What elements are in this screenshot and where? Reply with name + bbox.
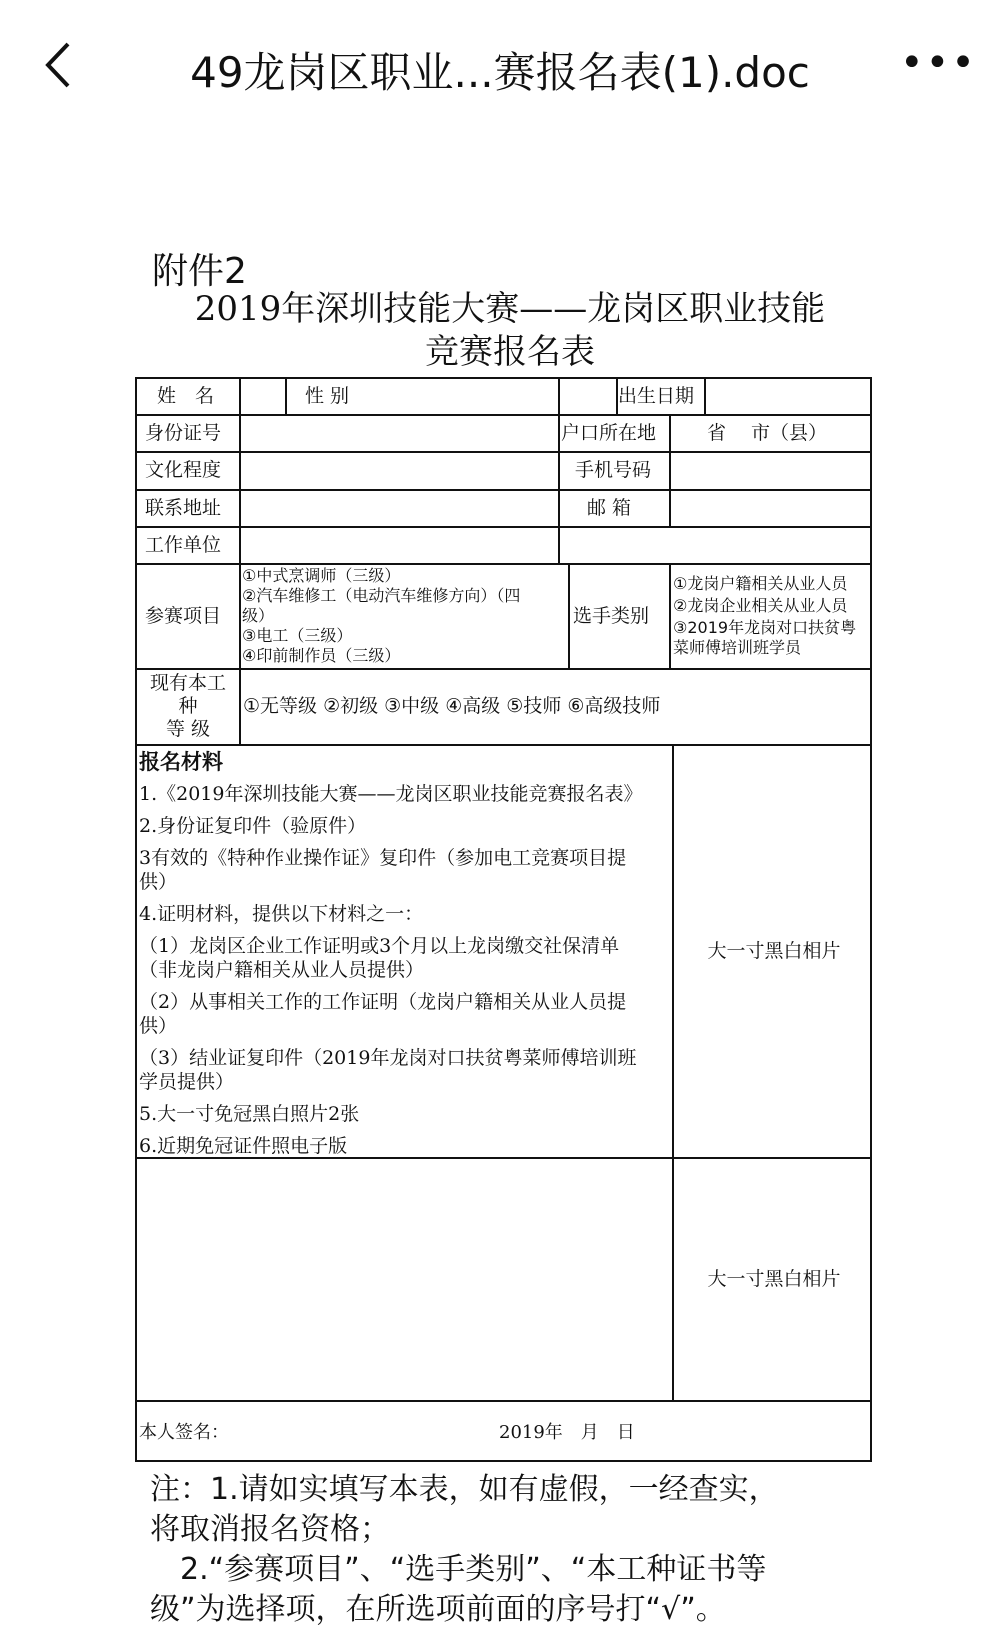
event-option[interactable]: ①中式烹调师（三级） xyxy=(242,566,401,585)
material-item: （1）龙岗区企业工作证明或3个月以上龙岗缴交社保清单 xyxy=(139,935,620,957)
material-item: 学员提供） xyxy=(139,1071,235,1093)
label-hukou: 户口所在地 xyxy=(561,422,657,444)
level-label-line: 等 级 xyxy=(165,718,211,740)
label-email: 邮 箱 xyxy=(587,497,632,519)
more-button[interactable] xyxy=(900,40,977,86)
label-player-type: 选手类别 xyxy=(573,605,650,627)
event-option-cont: 级） xyxy=(242,606,275,625)
label-address: 联系地址 xyxy=(145,497,222,519)
top-bar xyxy=(0,0,1000,130)
label-work-unit: 工作单位 xyxy=(145,534,222,556)
player-type-options xyxy=(673,573,856,657)
photo-placeholder-1: 大一寸黑白相片 xyxy=(707,940,841,962)
photo-placeholder-2: 大一寸黑白相片 xyxy=(707,1268,841,1290)
level-options[interactable]: ①无等级 ②初级 ③中级 ④高级 ⑤技师 ⑥高级技师 xyxy=(243,695,661,717)
birth-field[interactable] xyxy=(706,381,872,413)
note-line: 将取消报名资格； xyxy=(150,1512,390,1547)
label-level xyxy=(137,672,239,741)
label-id: 身份证号 xyxy=(145,422,222,444)
label-education: 文化程度 xyxy=(145,459,222,481)
player-type-option-cont: 菜师傅培训班学员 xyxy=(673,638,802,657)
material-item: 1.《2019年深圳技能大赛——龙岗区职业技能竞赛报名表》 xyxy=(139,783,643,805)
note-line: 2.“参赛项目”、“选手类别”、“本工种证书等 xyxy=(150,1552,767,1587)
material-item: 3有效的《特种作业操作证》复印件（参加电工竞赛项目提 xyxy=(139,847,627,869)
signature-label: 本人签名： xyxy=(139,1422,229,1443)
registration-table xyxy=(135,377,872,1462)
note-line: 注：1.请如实填写本表，如有虚假，一经查实， xyxy=(150,1472,779,1507)
materials-list xyxy=(139,782,642,1158)
material-item: （3）结业证复印件（2019年龙岗对口扶贫粤菜师傅培训班 xyxy=(139,1047,637,1069)
back-button[interactable] xyxy=(40,40,80,90)
materials-title: 报名材料 xyxy=(139,750,223,774)
level-label-line: 种 xyxy=(178,695,198,717)
note-line: 级”为选择项，在所选项前面的序号打“√”。 xyxy=(150,1592,726,1627)
name-field[interactable] xyxy=(241,381,285,413)
blank-area xyxy=(137,1159,672,1400)
id-field[interactable] xyxy=(241,416,557,450)
event-options xyxy=(242,566,520,666)
material-item: 供） xyxy=(139,1015,178,1037)
material-item: 2.身份证复印件（验原件） xyxy=(139,815,367,837)
material-item: （2）从事相关工作的工作证明（龙岗户籍相关从业人员提 xyxy=(139,991,627,1013)
province-city-field[interactable]: 省 市（县） xyxy=(707,422,828,444)
label-name: 姓 名 xyxy=(157,385,215,407)
material-item: 6.近期免冠证件照电子版 xyxy=(139,1135,348,1157)
player-type-option[interactable]: ①龙岗户籍相关从业人员 xyxy=(673,574,848,593)
email-field[interactable] xyxy=(671,491,871,525)
material-item: 4.证明材料，提供以下材料之一： xyxy=(139,903,424,925)
material-item: 供） xyxy=(139,871,178,893)
label-event: 参赛项目 xyxy=(145,605,222,627)
player-type-option[interactable]: ③2019年龙岗对口扶贫粤 xyxy=(673,618,857,637)
event-option[interactable]: ③电工（三级） xyxy=(242,626,353,645)
gender-field[interactable] xyxy=(560,381,616,413)
work-unit-field[interactable] xyxy=(241,528,871,562)
chevron-left-icon xyxy=(40,40,80,90)
material-item: 5.大一寸免冠黑白照片2张 xyxy=(139,1103,360,1125)
player-type-option[interactable]: ②龙岗企业相关从业人员 xyxy=(673,596,848,615)
title-line-2: 竞赛报名表 xyxy=(425,332,595,372)
title-line-1: 2019年深圳技能大赛——龙岗区职业技能 xyxy=(194,289,826,329)
label-phone: 手机号码 xyxy=(575,459,652,481)
document-title: 49龙岗区职业...赛报名表(1).doc xyxy=(190,48,810,97)
label-birth: 出生日期 xyxy=(618,385,695,407)
level-label-line: 现有本工 xyxy=(149,672,226,694)
event-option[interactable]: ④印前制作员（三级） xyxy=(242,646,401,665)
ellipsis-icon: ••• xyxy=(900,40,977,86)
form-title xyxy=(140,288,880,374)
address-field[interactable] xyxy=(241,491,557,525)
material-item: （非龙岗户籍相关从业人员提供） xyxy=(139,959,425,981)
event-option[interactable]: ②汽车维修工（电动汽车维修方向）（四 xyxy=(242,586,521,605)
signature-date: 2019年 月 日 xyxy=(499,1422,635,1443)
education-field[interactable] xyxy=(241,453,557,488)
phone-field[interactable] xyxy=(671,453,871,488)
label-gender: 性 别 xyxy=(305,385,350,407)
attachment-label: 附件2 xyxy=(152,251,247,292)
